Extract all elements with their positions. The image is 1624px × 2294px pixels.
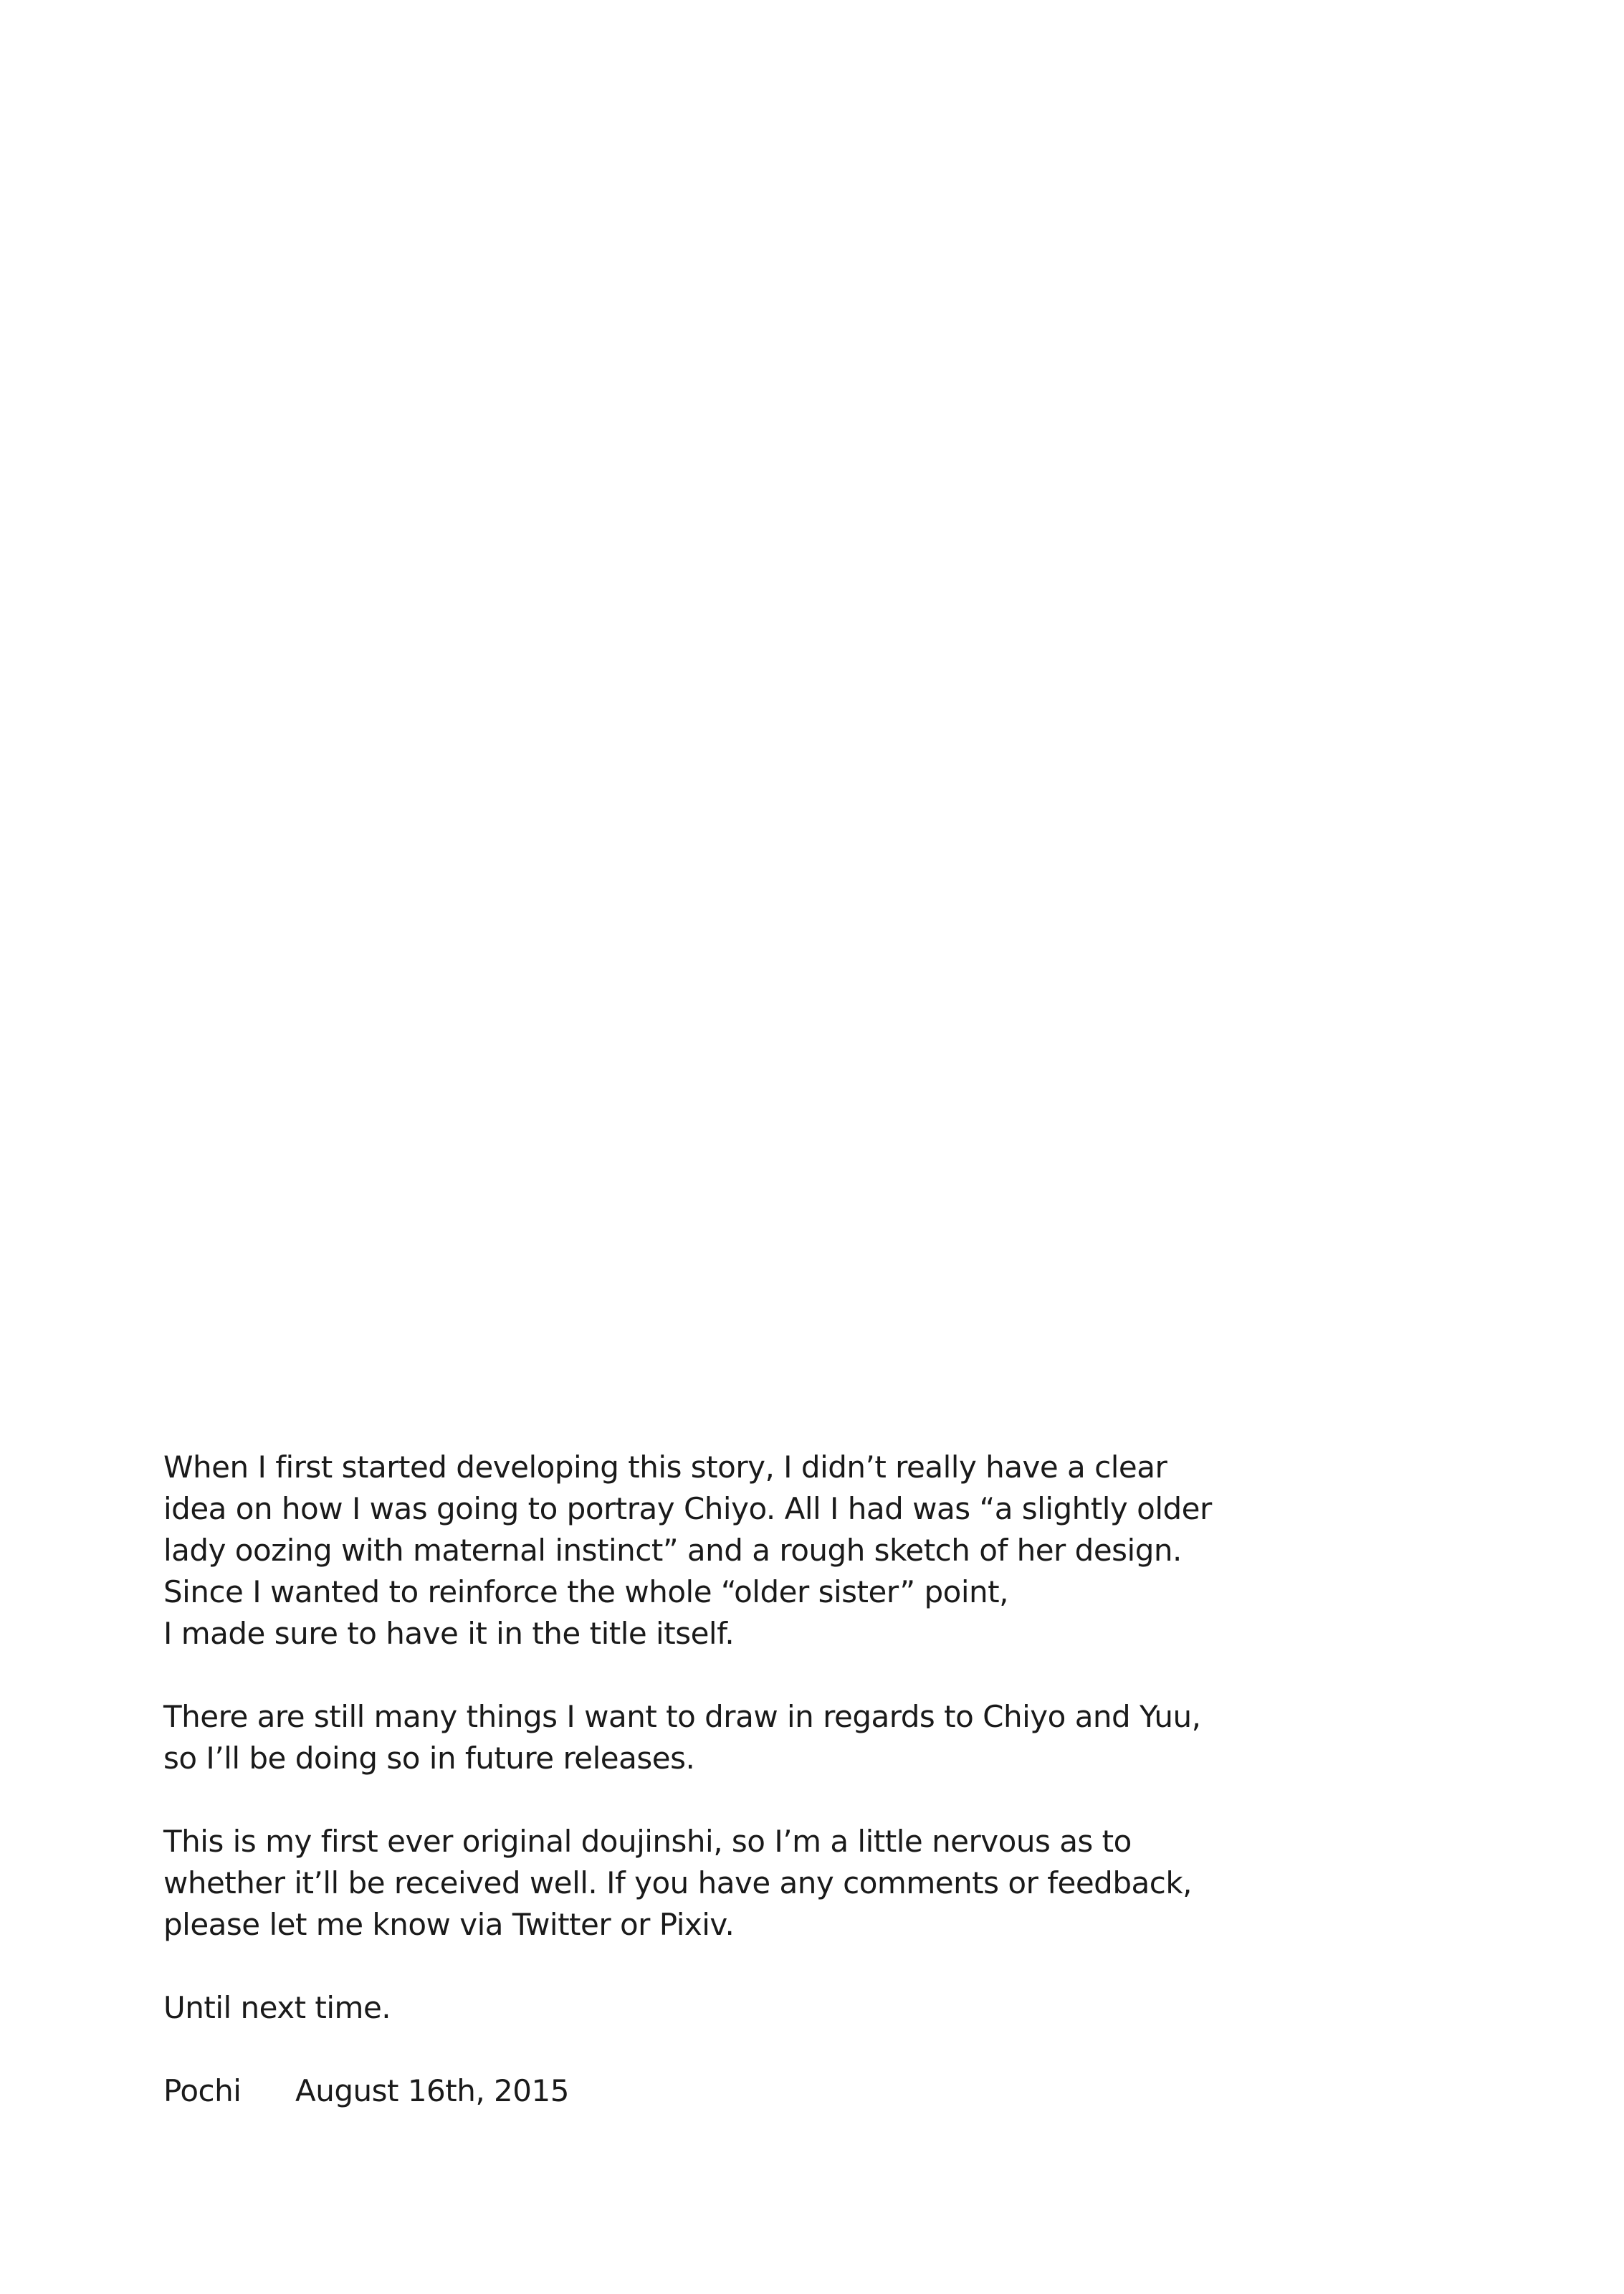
- signature-date: August 16th, 2015: [295, 2073, 569, 2108]
- text-line: lady oozing with maternal instinct” and a rough sketch of her design.: [163, 1533, 1182, 1568]
- text-line: Since I wanted to reinforce the whole “older sister” point,: [163, 1574, 1008, 1609]
- text-line: whether it’ll be received well. If you have any comments or feedback,: [163, 1865, 1192, 1900]
- text-line: I made sure to have it in the title itself.: [163, 1616, 735, 1651]
- text-line: so I’ll be doing so in future releases.: [163, 1741, 695, 1776]
- text-line: When I first started developing this story, I didn’t really have a clear: [163, 1450, 1167, 1485]
- paragraph-4: [163, 1987, 1525, 2029]
- afterword-text: [163, 1447, 1525, 2112]
- text-line: idea on how I was going to portray Chiyo. All I had was “a slightly older: [163, 1491, 1212, 1526]
- signature: [163, 2070, 1525, 2112]
- text-line: There are still many things I want to draw in regards to Chiyo and Yuu,: [163, 1699, 1201, 1734]
- paragraph-3: [163, 1821, 1525, 1946]
- signature-author: Pochi: [163, 2073, 242, 2108]
- text-line: Until next time.: [163, 1990, 391, 2025]
- paragraph-2: [163, 1696, 1525, 1779]
- paragraph-1: [163, 1447, 1525, 1655]
- text-line: This is my first ever original doujinshi, so I’m a little nervous as to: [163, 1824, 1132, 1859]
- text-line: please let me know via Twitter or Pixiv.: [163, 1907, 735, 1942]
